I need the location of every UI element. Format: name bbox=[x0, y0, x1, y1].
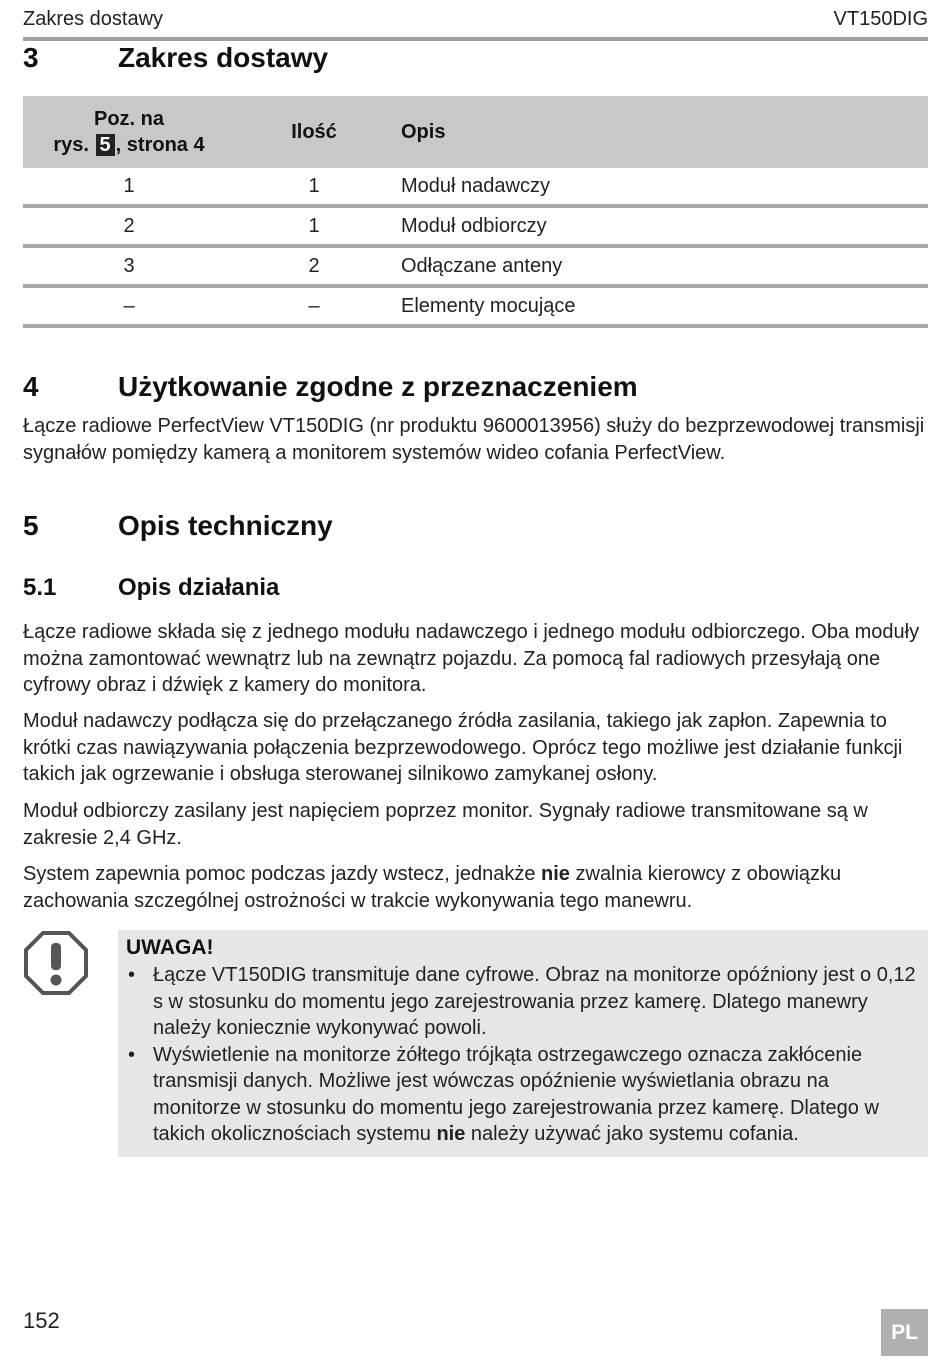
subsection-number: 5.1 bbox=[23, 574, 57, 601]
table-row bbox=[23, 168, 928, 208]
description-paragraph-3: Moduł odbiorczy zasilany jest napięciem poprzez monitor. Sygnały radiowe transmitowane są w zakresie 2,4 GHz. bbox=[23, 800, 868, 849]
column-header-description: Opis bbox=[401, 120, 446, 143]
paragraph-text: zwalnia kierowcy z obowiązku zachowania szczególnej ostrożności w trakcie wykonywania tego manewru. bbox=[23, 863, 842, 912]
description-paragraph-1: Łącze radiowe składa się z jednego modułu nadawczego i jednego modułu odbiorczego. Oba moduły można zamontować wewnątrz lub na zewnątrz pojazdu. Za pomocą fal radiowych przesyłają one cyfrowy obraz i dźwięk z kamery do monitora. bbox=[23, 621, 920, 696]
table-row bbox=[23, 248, 928, 288]
section-number: 3 bbox=[23, 42, 39, 73]
emphasis-text: nie bbox=[541, 863, 570, 885]
description-paragraph-4 bbox=[23, 861, 928, 914]
list-item: • Łącze VT150DIG transmituje dane cyfrowe. Obraz na monitorze opóźniony jest o 0,12 s w stosunku do momentu jego zarejestrowania przez kamerę. Dlatego manewry należy koniecznie wykonywać powoli. bbox=[126, 962, 922, 1042]
table-row bbox=[23, 208, 928, 248]
header-divider bbox=[23, 37, 928, 41]
section-title: Użytkowanie zgodne z przeznaczeniem bbox=[118, 371, 638, 402]
column-header-position-suffix: , strona 4 bbox=[115, 134, 205, 156]
cell-description: Elementy mocujące bbox=[401, 295, 576, 317]
cell-description: Odłączane anteny bbox=[401, 255, 563, 277]
subsection-title: Opis działania bbox=[118, 574, 280, 601]
page-number: 152 bbox=[23, 1308, 60, 1333]
section-title: Zakres dostawy bbox=[118, 42, 329, 73]
column-header-position-line1: Poz. na bbox=[93, 108, 164, 130]
emphasis-text: nie bbox=[436, 1123, 466, 1145]
cell-description: Moduł odbiorczy bbox=[401, 215, 547, 237]
list-item-text: Wyświetlenie na monitorze żółtego trójkąta ostrzegawczego oznacza zakłócenie transmisji danych. Możliwe jest wówczas opóźnienie wyświetlania obrazu na monitorze w stosunku do momentu jego zarejestrowania przez kamerę. Dlatego w takich okolicznościach systemu bbox=[153, 1043, 879, 1145]
cell-position: 1 bbox=[123, 175, 135, 197]
figure-ref-badge: 5 bbox=[96, 134, 115, 156]
paragraph-text: System zapewnia pomoc podczas jazdy wstecz, jednakże bbox=[23, 863, 542, 885]
exclamation-octagon-icon bbox=[23, 930, 89, 996]
header-model: VT150DIG bbox=[833, 8, 928, 30]
column-header-quantity: Ilość bbox=[291, 120, 337, 143]
warning-list bbox=[126, 962, 922, 1148]
delivery-scope-table bbox=[23, 96, 928, 328]
cell-description: Moduł nadawczy bbox=[401, 175, 550, 197]
cell-position: – bbox=[123, 295, 135, 317]
list-item bbox=[126, 1042, 922, 1148]
warning-box bbox=[118, 930, 928, 1157]
cell-position: 3 bbox=[123, 255, 135, 277]
list-item-text: należy używać jako systemu cofania. bbox=[465, 1123, 799, 1145]
running-header bbox=[23, 8, 928, 32]
section-number: 4 bbox=[23, 371, 39, 402]
warning-notice bbox=[23, 930, 928, 1157]
header-section-name: Zakres dostawy bbox=[23, 8, 164, 30]
cell-quantity: 1 bbox=[308, 175, 320, 197]
section-number: 5 bbox=[23, 510, 39, 541]
cell-quantity: – bbox=[308, 295, 320, 317]
cell-quantity: 2 bbox=[308, 255, 320, 277]
table-row bbox=[23, 288, 928, 328]
table-header bbox=[23, 96, 928, 168]
column-header-position bbox=[23, 96, 235, 168]
manual-page bbox=[23, 0, 928, 1360]
cell-position: 2 bbox=[123, 215, 135, 237]
warning-title: UWAGA! bbox=[126, 936, 214, 959]
column-header-position-prefix: rys. bbox=[53, 134, 95, 156]
intended-use-paragraph: Łącze radiowe PerfectView VT150DIG (nr produktu 9600013956) służy do bezprzewodowej transmisji sygnałów pomiędzy kamerą a monitorem systemów wideo cofania PerfectView. bbox=[23, 415, 925, 464]
section-title: Opis techniczny bbox=[118, 510, 333, 541]
cell-quantity: 1 bbox=[308, 215, 320, 237]
language-badge: PL bbox=[881, 1309, 928, 1356]
description-paragraph-2: Moduł nadawczy podłącza się do przełączanego źródła zasilania, takiego jak zapłon. Zapewnia to krótki czas nawiązywania połączenia bezprzewodowego. Oprócz tego możliwe jest działanie funkcji takich jak ogrzewanie i obsługa sterowanej silnikowo zamykanej osłony. bbox=[23, 710, 903, 785]
